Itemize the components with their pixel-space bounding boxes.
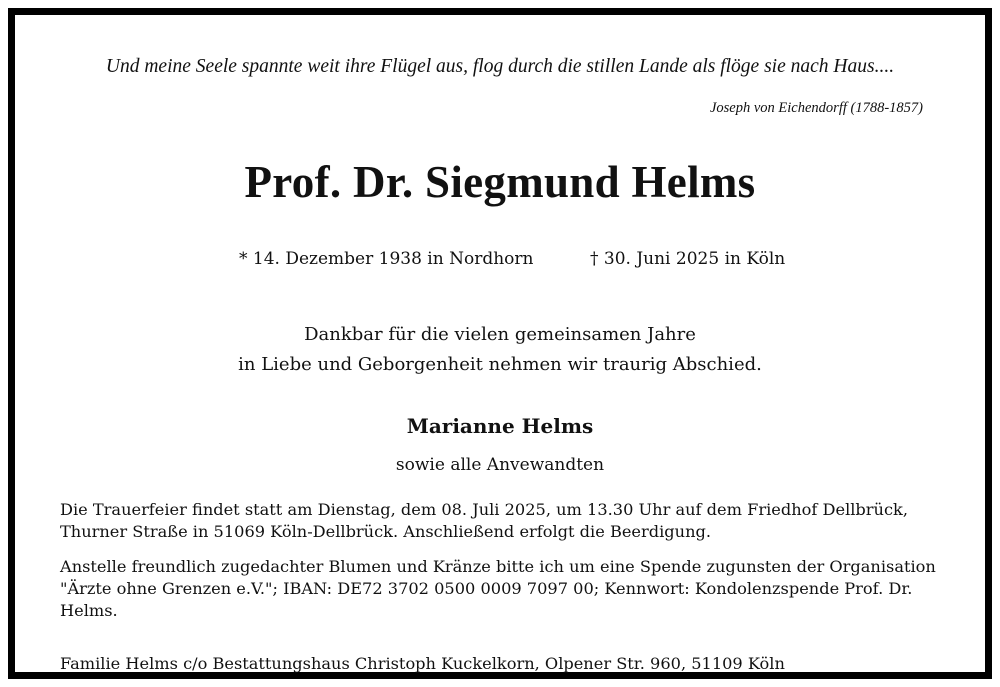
quote-text: Und meine Seele spannte weit ihre Flügel aus, flog durch die stillen Lande als flöge sie nach Haus.... — [105, 56, 895, 77]
funeral-details — [60, 499, 980, 543]
mourner-name: Marianne Helms — [406, 414, 594, 438]
birth-date: * 14. Dezember 1938 in Nordhorn — [239, 249, 534, 269]
donation-line-2: "Ärzte ohne Grenzen e.V."; IBAN: DE72 3702 0500 0009 7097 00; Kennwort: Kondolenzspende Prof. Dr. — [60, 579, 913, 598]
obituary-notice — [8, 8, 992, 679]
death-date: † 30. Juni 2025 in Köln — [590, 249, 786, 269]
donation-details — [60, 556, 980, 622]
gratitude-line-2: in Liebe und Geborgenheit nehmen wir traurig Abschied. — [238, 354, 762, 375]
gratitude-message — [15, 320, 985, 380]
quote-author: Joseph von Eichendorff (1788-1857) — [709, 100, 923, 116]
relatives-text: sowie alle Anvewandten — [395, 455, 605, 475]
deceased-name: Prof. Dr. Siegmund Helms — [244, 157, 756, 207]
contact-address: Familie Helms c/o Bestattungshaus Christoph Kuckelkorn, Olpener Str. 960, 51109 Köln — [60, 654, 785, 673]
gratitude-line-1: Dankbar für die vielen gemeinsamen Jahre — [304, 324, 696, 345]
donation-line-3: Helms. — [60, 601, 118, 620]
funeral-line-2: Thurner Straße in 51069 Köln-Dellbrück. Anschließend erfolgt die Beerdigung. — [60, 522, 712, 541]
donation-line-1: Anstelle freundlich zugedachter Blumen und Kränze bitte ich um eine Spende zugunsten der Organisation — [60, 557, 936, 576]
funeral-line-1: Die Trauerfeier findet statt am Dienstag, dem 08. Juli 2025, um 13.30 Uhr auf dem Friedhof Dellbrück, — [60, 500, 908, 519]
